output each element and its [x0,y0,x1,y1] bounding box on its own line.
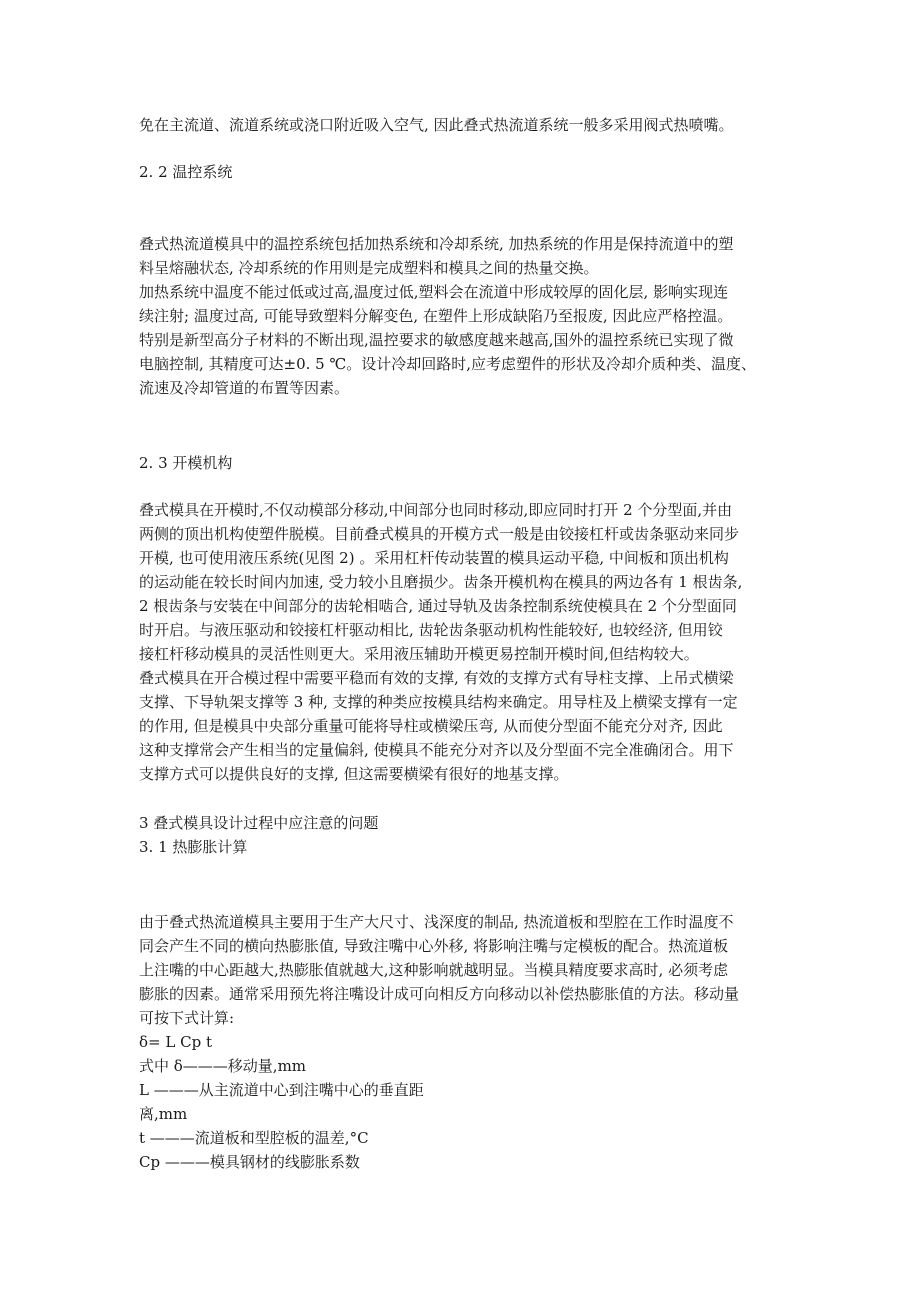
paragraph-line: 续注射; 温度过高, 可能导致塑料分解变色, 在塑件上形成缺陷乃至报废, 因此应严格控温。 [139,307,733,325]
paragraph-line: 时开启。与液压驱动和铰接杠杆驱动相比, 齿轮齿条驱动机构性能较好, 也较经济, 但用铰 [139,621,723,639]
section-heading: 3. 1 热膨胀计算 [139,838,248,856]
paragraph-line: 上注嘴的中心距越大,热膨胀值就越大,这种影响就越明显。当模具精度要求高时, 必须考虑 [139,961,729,979]
paragraph-line: 这种支撑常会产生相当的定量偏斜, 使模具不能充分对齐以及分型面不完全准确闭合。用下 [139,741,734,759]
paragraph-line: 2 根齿条与安装在中间部分的齿轮相啮合, 通过导轨及齿条控制系统使模具在 2 个分型面同 [139,597,737,615]
paragraph-line: 支撑、下导轨架支撑等 3 种, 支撑的种类应按模具结构来确定。用导柱及上横梁支撑有一定 [139,693,738,711]
formula-definition: L ———从主流道中心到注嘴中心的垂直距 [139,1081,424,1099]
paragraph-line: 由于叠式热流道模具主要用于生产大尺寸、浅深度的制品, 热流道板和型腔在工作时温度不 [139,913,734,931]
paragraph-line: 的作用, 但是模具中央部分重量可能将导柱或横梁压弯, 从而使分型面不能充分对齐, 因此 [139,717,723,735]
paragraph-line: 特别是新型高分子材料的不断出现,温控要求的敏感度越来越高,国外的温控系统已实现了微 [139,331,734,349]
section-heading: 2. 3 开模机构 [139,454,233,472]
formula-definition: 式中 δ———移动量,mm [139,1057,307,1075]
paragraph-line: 叠式模具在开合模过程中需要平稳而有效的支撑, 有效的支撑方式有导柱支撑、上吊式横梁 [139,669,734,687]
paragraph-line: 流速及冷却管道的布置等因素。 [139,379,350,397]
section-heading: 2. 2 温控系统 [139,163,233,181]
paragraph-line: 膨胀的因素。通常采用预先将注嘴设计成可向相反方向移动以补偿热膨胀值的方法。移动量 [139,985,740,1003]
paragraph-line: 开模, 也可使用液压系统(见图 2) 。采用杠杆传动装置的模具运动平稳, 中间板和顶出机构 [139,549,729,567]
paragraph-line: 免在主流道、流道系统或浇口附近吸入空气, 因此叠式热流道系统一般多采用阀式热喷嘴。 [139,116,734,134]
formula-definition: Cp ———模具钢材的线膨胀系数 [139,1153,360,1171]
paragraph-line: 料呈熔融状态, 冷却系统的作用则是完成塑料和模具之间的热量交换。 [139,259,599,277]
paragraph-line: 同会产生不同的横向热膨胀值, 导致注嘴中心外移, 将影响注嘴与定模板的配合。热流道板 [139,937,729,955]
paragraph-line: 电脑控制, 其精度可达±0. 5 ℃。设计冷却回路时,应考虑塑件的形状及冷却介质种类、温度、 [139,355,757,373]
section-heading: 3 叠式模具设计过程中应注意的问题 [139,814,379,832]
formula-line: δ= L Cp t [139,1033,212,1051]
formula-definition: t ———流道板和型腔板的温差,°C [139,1129,369,1147]
paragraph-line: 可按下式计算: [139,1009,235,1027]
paragraph-line: 两侧的顶出机构使塑件脱模。目前叠式模具的开模方式一般是由铰接杠杆或齿条驱动来同步 [139,525,740,543]
formula-definition: 离,mm [139,1105,188,1123]
paragraph-line: 加热系统中温度不能过低或过高,温度过低,塑料会在流道中形成较厚的固化层, 影响实现连 [139,283,729,301]
paragraph-line: 叠式模具在开模时,不仅动模部分移动,中间部分也同时移动,即应同时打开 2 个分型面,并由 [139,501,733,519]
paragraph-line: 支撑方式可以提供良好的支撑, 但这需要横梁有很好的地基支撑。 [139,765,569,783]
paragraph-line: 叠式热流道模具中的温控系统包括加热系统和冷却系统, 加热系统的作用是保持流道中的塑 [139,235,734,253]
paragraph-line: 的运动能在较长时间内加速, 受力较小且磨损少。齿条开模机构在模具的两边各有 1 根齿条, [139,573,743,591]
paragraph-line: 接杠杆移动模具的灵活性则更大。采用液压辅助开模更易控制开模时间,但结构较大。 [139,645,699,663]
